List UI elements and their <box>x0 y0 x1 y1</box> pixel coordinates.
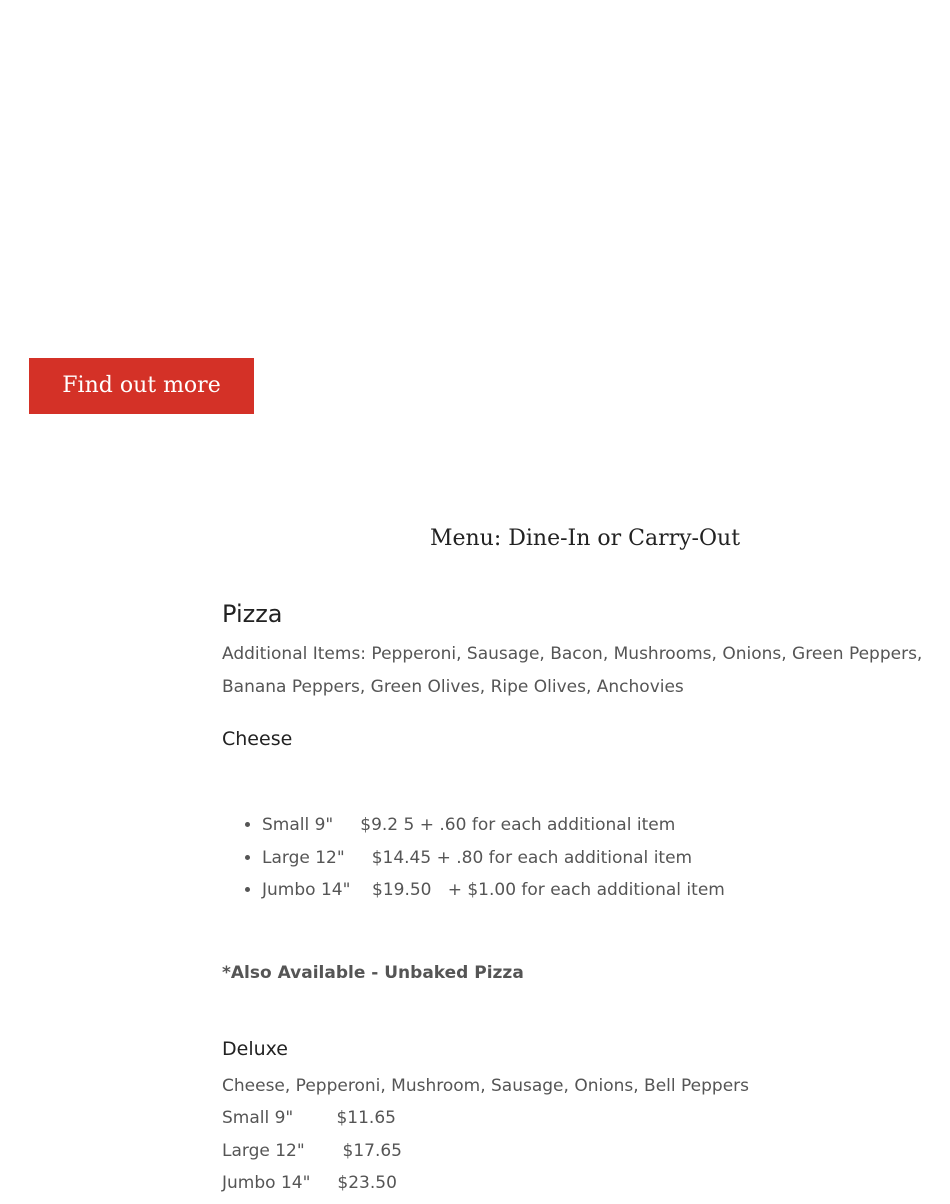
unbaked-pizza-note: *Also Available - Unbaked Pizza <box>222 962 524 983</box>
deluxe-price-large: Large 12" $17.65 <box>222 1140 402 1161</box>
cheese-title: Cheese <box>222 728 293 750</box>
deluxe-title: Deluxe <box>222 1037 288 1060</box>
pizza-additional-items: Additional Items: Pepperoni, Sausage, Bacon, Mushrooms, Onions, Green Peppers, Banana Peppers, Green Olives, Ripe Olives, Anchovies <box>222 644 923 697</box>
deluxe-price-small: Small 9" $11.65 <box>222 1108 396 1128</box>
cheese-price-list <box>222 809 937 907</box>
menu-content <box>222 596 937 1200</box>
list-item: • Small 9" $9.2 5 + .60 for each additional item <box>262 809 937 842</box>
list-item: • Large 12" $14.45 + .80 for each additional item <box>262 842 937 875</box>
deluxe-price-jumbo: Jumbo 14" $23.50 <box>222 1173 397 1193</box>
find-out-more-button[interactable]: Find out more <box>29 358 254 414</box>
pizza-section-title: Pizza <box>222 600 283 628</box>
menu-title: Menu: Dine-In or Carry-Out <box>429 526 741 551</box>
deluxe-description: Cheese, Pepperoni, Mushroom, Sausage, Onions, Bell Peppers <box>222 1075 750 1096</box>
list-item: • Jumbo 14" $19.50 + $1.00 for each additional item <box>262 874 937 907</box>
